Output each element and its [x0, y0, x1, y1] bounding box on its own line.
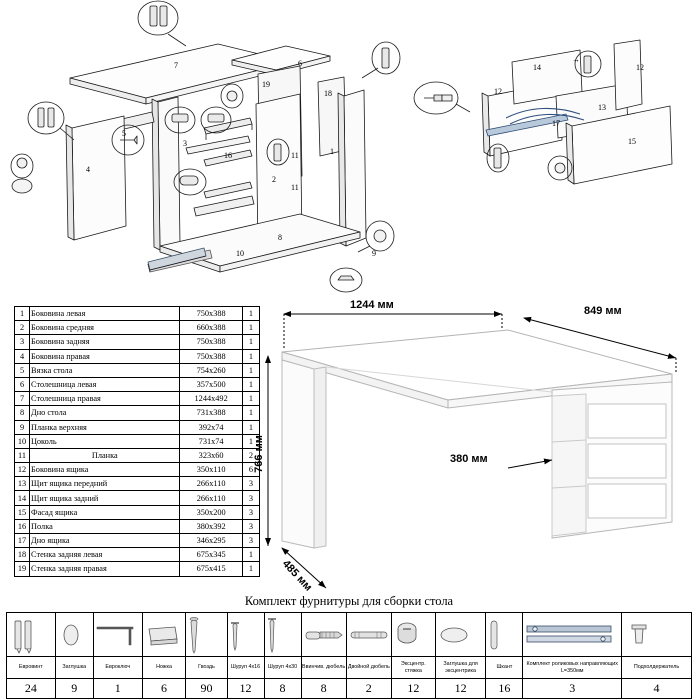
- part-name: Планка верхняя: [30, 420, 180, 434]
- part-name: Планка: [30, 448, 180, 462]
- part-quantity: 1: [242, 392, 259, 406]
- table-row: [15, 377, 260, 391]
- callout-1: 1: [330, 147, 334, 156]
- fitting-quantity: 8: [264, 679, 301, 699]
- part-name: Боковина средняя: [30, 321, 180, 335]
- nail-icon: [186, 615, 202, 655]
- part-quantity: 1: [242, 335, 259, 349]
- table-row: [15, 363, 260, 377]
- fitting-quantity: 3: [523, 679, 622, 699]
- fitting-quantity: 6: [142, 679, 186, 699]
- screw-in-dowel-icon: [302, 623, 346, 647]
- fitting-icon-cell: [346, 613, 391, 657]
- part-number: 14: [15, 491, 30, 505]
- fitting-label: Подхолдержатель: [622, 657, 692, 679]
- cup-holder-icon: [622, 619, 656, 651]
- callout-11-b: 11: [291, 183, 299, 192]
- dim-height-label: 766 мм: [253, 435, 265, 473]
- part-dimension: 750x388: [180, 307, 242, 321]
- fitting-quantity: 12: [435, 679, 486, 699]
- fitting-quantity: 16: [486, 679, 523, 699]
- table-row: [15, 505, 260, 519]
- part-name: Столешница правая: [30, 392, 180, 406]
- dim-shelf-label: 380 мм: [450, 453, 488, 465]
- callout-4: 4: [86, 165, 90, 174]
- part-name: Дно стола: [30, 406, 180, 420]
- part-number: 1: [15, 307, 30, 321]
- part-name: Щит ящика задний: [30, 491, 180, 505]
- table-row: [15, 562, 260, 576]
- fitting-label: Ввинчив. дюбель: [301, 657, 346, 679]
- table-row: [15, 406, 260, 420]
- part-quantity: 3: [242, 519, 259, 533]
- part-dimension: 750x388: [180, 349, 242, 363]
- roller-slides-icon: [523, 618, 615, 652]
- callout-3: 3: [183, 139, 187, 148]
- part-dimension: 350x200: [180, 505, 242, 519]
- screw-4x16-icon: [228, 617, 242, 653]
- part-name: Боковина ящика: [30, 463, 180, 477]
- part-quantity: 1: [242, 377, 259, 391]
- part-quantity: 3: [242, 534, 259, 548]
- part-number: 15: [15, 505, 30, 519]
- dimensioned-desk-drawing: [252, 296, 698, 596]
- fitting-quantity: 1: [93, 679, 142, 699]
- table-row: [15, 519, 260, 533]
- fitting-quantity: 12: [391, 679, 435, 699]
- part-name: Столешница левая: [30, 377, 180, 391]
- part-name: Боковина задняя: [30, 335, 180, 349]
- part-dimension: 266x110: [180, 491, 242, 505]
- part-dimension: 750x388: [180, 335, 242, 349]
- fitting-label: Заглушка для эксцентрика: [435, 657, 486, 679]
- fitting-icon-cell: [301, 613, 346, 657]
- part-quantity: 1: [242, 321, 259, 335]
- fitting-quantity: 8: [301, 679, 346, 699]
- fitting-icon-cell: [391, 613, 435, 657]
- fitting-icon-cell: [142, 613, 186, 657]
- dim-depth-left-label: 485 мм: [279, 557, 315, 594]
- fitting-icon-cell: [435, 613, 486, 657]
- table-row: [15, 321, 260, 335]
- table-row: [15, 491, 260, 505]
- part-number: 13: [15, 477, 30, 491]
- callout-8: 8: [278, 233, 282, 242]
- part-quantity: 3: [242, 477, 259, 491]
- part-quantity: 6: [242, 463, 259, 477]
- part-name: Щит ящика передний: [30, 477, 180, 491]
- part-number: 16: [15, 519, 30, 533]
- fitting-label: Эксцентр. стяжка: [391, 657, 435, 679]
- cap-icon: [56, 620, 86, 650]
- part-quantity: 2: [242, 448, 259, 462]
- fitting-icon-cell: [622, 613, 692, 657]
- part-number: 7: [15, 392, 30, 406]
- dowel-icon: [486, 616, 502, 654]
- fitting-quantity: 24: [7, 679, 56, 699]
- part-name: Боковина левая: [30, 307, 180, 321]
- fitting-icon-cell: [55, 613, 93, 657]
- fitting-label: Шуруп 4x30: [264, 657, 301, 679]
- part-quantity: 1: [242, 562, 259, 576]
- parts-list-body: [15, 307, 260, 577]
- fitting-quantity: 90: [186, 679, 227, 699]
- euro-key-icon: [94, 620, 138, 650]
- part-dimension: 754x260: [180, 363, 242, 377]
- fitting-quantity: 9: [55, 679, 93, 699]
- leg-icon: [143, 621, 183, 649]
- part-number: 5: [15, 363, 30, 377]
- callout-r17: 17: [552, 119, 560, 128]
- callout-r14: 14: [533, 63, 541, 72]
- fittings-table: [6, 612, 692, 699]
- cam-lock-icon: [392, 618, 422, 652]
- part-number: 9: [15, 420, 30, 434]
- fitting-label: Комплект роликовых направляющих L=350мм: [523, 657, 622, 679]
- part-name: Фасад ящика: [30, 505, 180, 519]
- part-number: 4: [15, 349, 30, 363]
- callout-6: 6: [298, 59, 302, 68]
- fitting-label: Ножка: [142, 657, 186, 679]
- fitting-label: Гвоздь: [186, 657, 227, 679]
- callout-r12-b: 12: [636, 63, 644, 72]
- part-number: 3: [15, 335, 30, 349]
- table-row: [15, 477, 260, 491]
- part-name: Цоколь: [30, 434, 180, 448]
- part-quantity: 3: [242, 505, 259, 519]
- callout-19: 19: [262, 80, 270, 89]
- part-name: Стенка задняя левая: [30, 548, 180, 562]
- callout-11-a: 11: [291, 151, 299, 160]
- part-number: 12: [15, 463, 30, 477]
- part-name: Вязка стола: [30, 363, 180, 377]
- part-quantity: 1: [242, 434, 259, 448]
- callout-10: 10: [236, 249, 244, 258]
- table-row: [15, 534, 260, 548]
- fitting-label: Евроключ: [93, 657, 142, 679]
- part-number: 11: [15, 448, 30, 462]
- callout-r15: 15: [628, 137, 636, 146]
- fitting-quantity: 4: [622, 679, 692, 699]
- part-dimension: 392x74: [180, 420, 242, 434]
- part-dimension: 1244x492: [180, 392, 242, 406]
- dim-depth-right-label: 849 мм: [584, 305, 622, 317]
- part-number: 2: [15, 321, 30, 335]
- table-row: [15, 448, 260, 462]
- fitting-quantity: 2: [346, 679, 391, 699]
- fitting-label: Двойной дюбель: [346, 657, 391, 679]
- fitting-icon-cell: [227, 613, 264, 657]
- table-row: [15, 392, 260, 406]
- part-dimension: 660x388: [180, 321, 242, 335]
- fitting-label: Евровинт: [7, 657, 56, 679]
- part-dimension: 266x110: [180, 477, 242, 491]
- part-dimension: 350x110: [180, 463, 242, 477]
- part-dimension: 675x345: [180, 548, 242, 562]
- part-dimension: 731x388: [180, 406, 242, 420]
- callout-r-arrow: →: [572, 55, 580, 64]
- callout-9: 9: [372, 249, 376, 258]
- table-row: [15, 307, 260, 321]
- part-quantity: 1: [242, 349, 259, 363]
- table-row: [15, 434, 260, 448]
- fitting-icon-cell: [486, 613, 523, 657]
- dim-width-label: 1244 мм: [350, 299, 394, 311]
- part-dimension: 731x74: [180, 434, 242, 448]
- part-dimension: 357x500: [180, 377, 242, 391]
- fittings-section-title: Комплект фурнитуры для сборки стола: [244, 594, 454, 608]
- table-row: [15, 463, 260, 477]
- exploded-view-svg: [0, 0, 698, 296]
- callout-18: 18: [324, 89, 332, 98]
- fitting-label: Заглушка: [55, 657, 93, 679]
- part-quantity: 3: [242, 491, 259, 505]
- table-row: [15, 349, 260, 363]
- part-name: Дно ящика: [30, 534, 180, 548]
- fitting-icon-cell: [264, 613, 301, 657]
- part-number: 17: [15, 534, 30, 548]
- table-row: [15, 548, 260, 562]
- part-quantity: 1: [242, 406, 259, 420]
- parts-list-table: [14, 306, 260, 577]
- desk-dimensions-svg: [252, 296, 698, 596]
- part-number: 10: [15, 434, 30, 448]
- callout-2: 2: [272, 175, 276, 184]
- table-row: [15, 420, 260, 434]
- fitting-label: Шкант: [486, 657, 523, 679]
- callout-16: 16: [224, 151, 232, 160]
- fittings-qty-row: [7, 679, 692, 699]
- fitting-icon-cell: [93, 613, 142, 657]
- part-name: Полка: [30, 519, 180, 533]
- fitting-icon-cell: [7, 613, 56, 657]
- part-quantity: 1: [242, 363, 259, 377]
- part-name: Стенка задняя правая: [30, 562, 180, 576]
- part-dimension: 380x392: [180, 519, 242, 533]
- callout-7: 7: [174, 61, 178, 70]
- part-quantity: 1: [242, 420, 259, 434]
- part-name: Боковина правая: [30, 349, 180, 363]
- callout-r13: 13: [598, 103, 606, 112]
- callout-r12-a: 12: [494, 87, 502, 96]
- exploded-assembly-drawings: [0, 0, 698, 296]
- part-quantity: 1: [242, 307, 259, 321]
- part-number: 8: [15, 406, 30, 420]
- fittings-icon-row: [7, 613, 692, 657]
- part-quantity: 1: [242, 548, 259, 562]
- callout-5: 5: [122, 129, 126, 138]
- fittings-label-row: [7, 657, 692, 679]
- screw-4x30-icon: [265, 615, 279, 655]
- part-number: 19: [15, 562, 30, 576]
- cam-cap-icon: [436, 623, 472, 647]
- fitting-icon-cell: [523, 613, 622, 657]
- table-row: [15, 335, 260, 349]
- fitting-quantity: 12: [227, 679, 264, 699]
- part-dimension: 323x60: [180, 448, 242, 462]
- fitting-label: Шуруп 4x16: [227, 657, 264, 679]
- part-dimension: 675x415: [180, 562, 242, 576]
- double-dowel-icon: [347, 624, 393, 646]
- fitting-icon-cell: [186, 613, 227, 657]
- part-number: 6: [15, 377, 30, 391]
- part-number: 18: [15, 548, 30, 562]
- part-dimension: 346x295: [180, 534, 242, 548]
- euro-screw-icon: [7, 615, 47, 655]
